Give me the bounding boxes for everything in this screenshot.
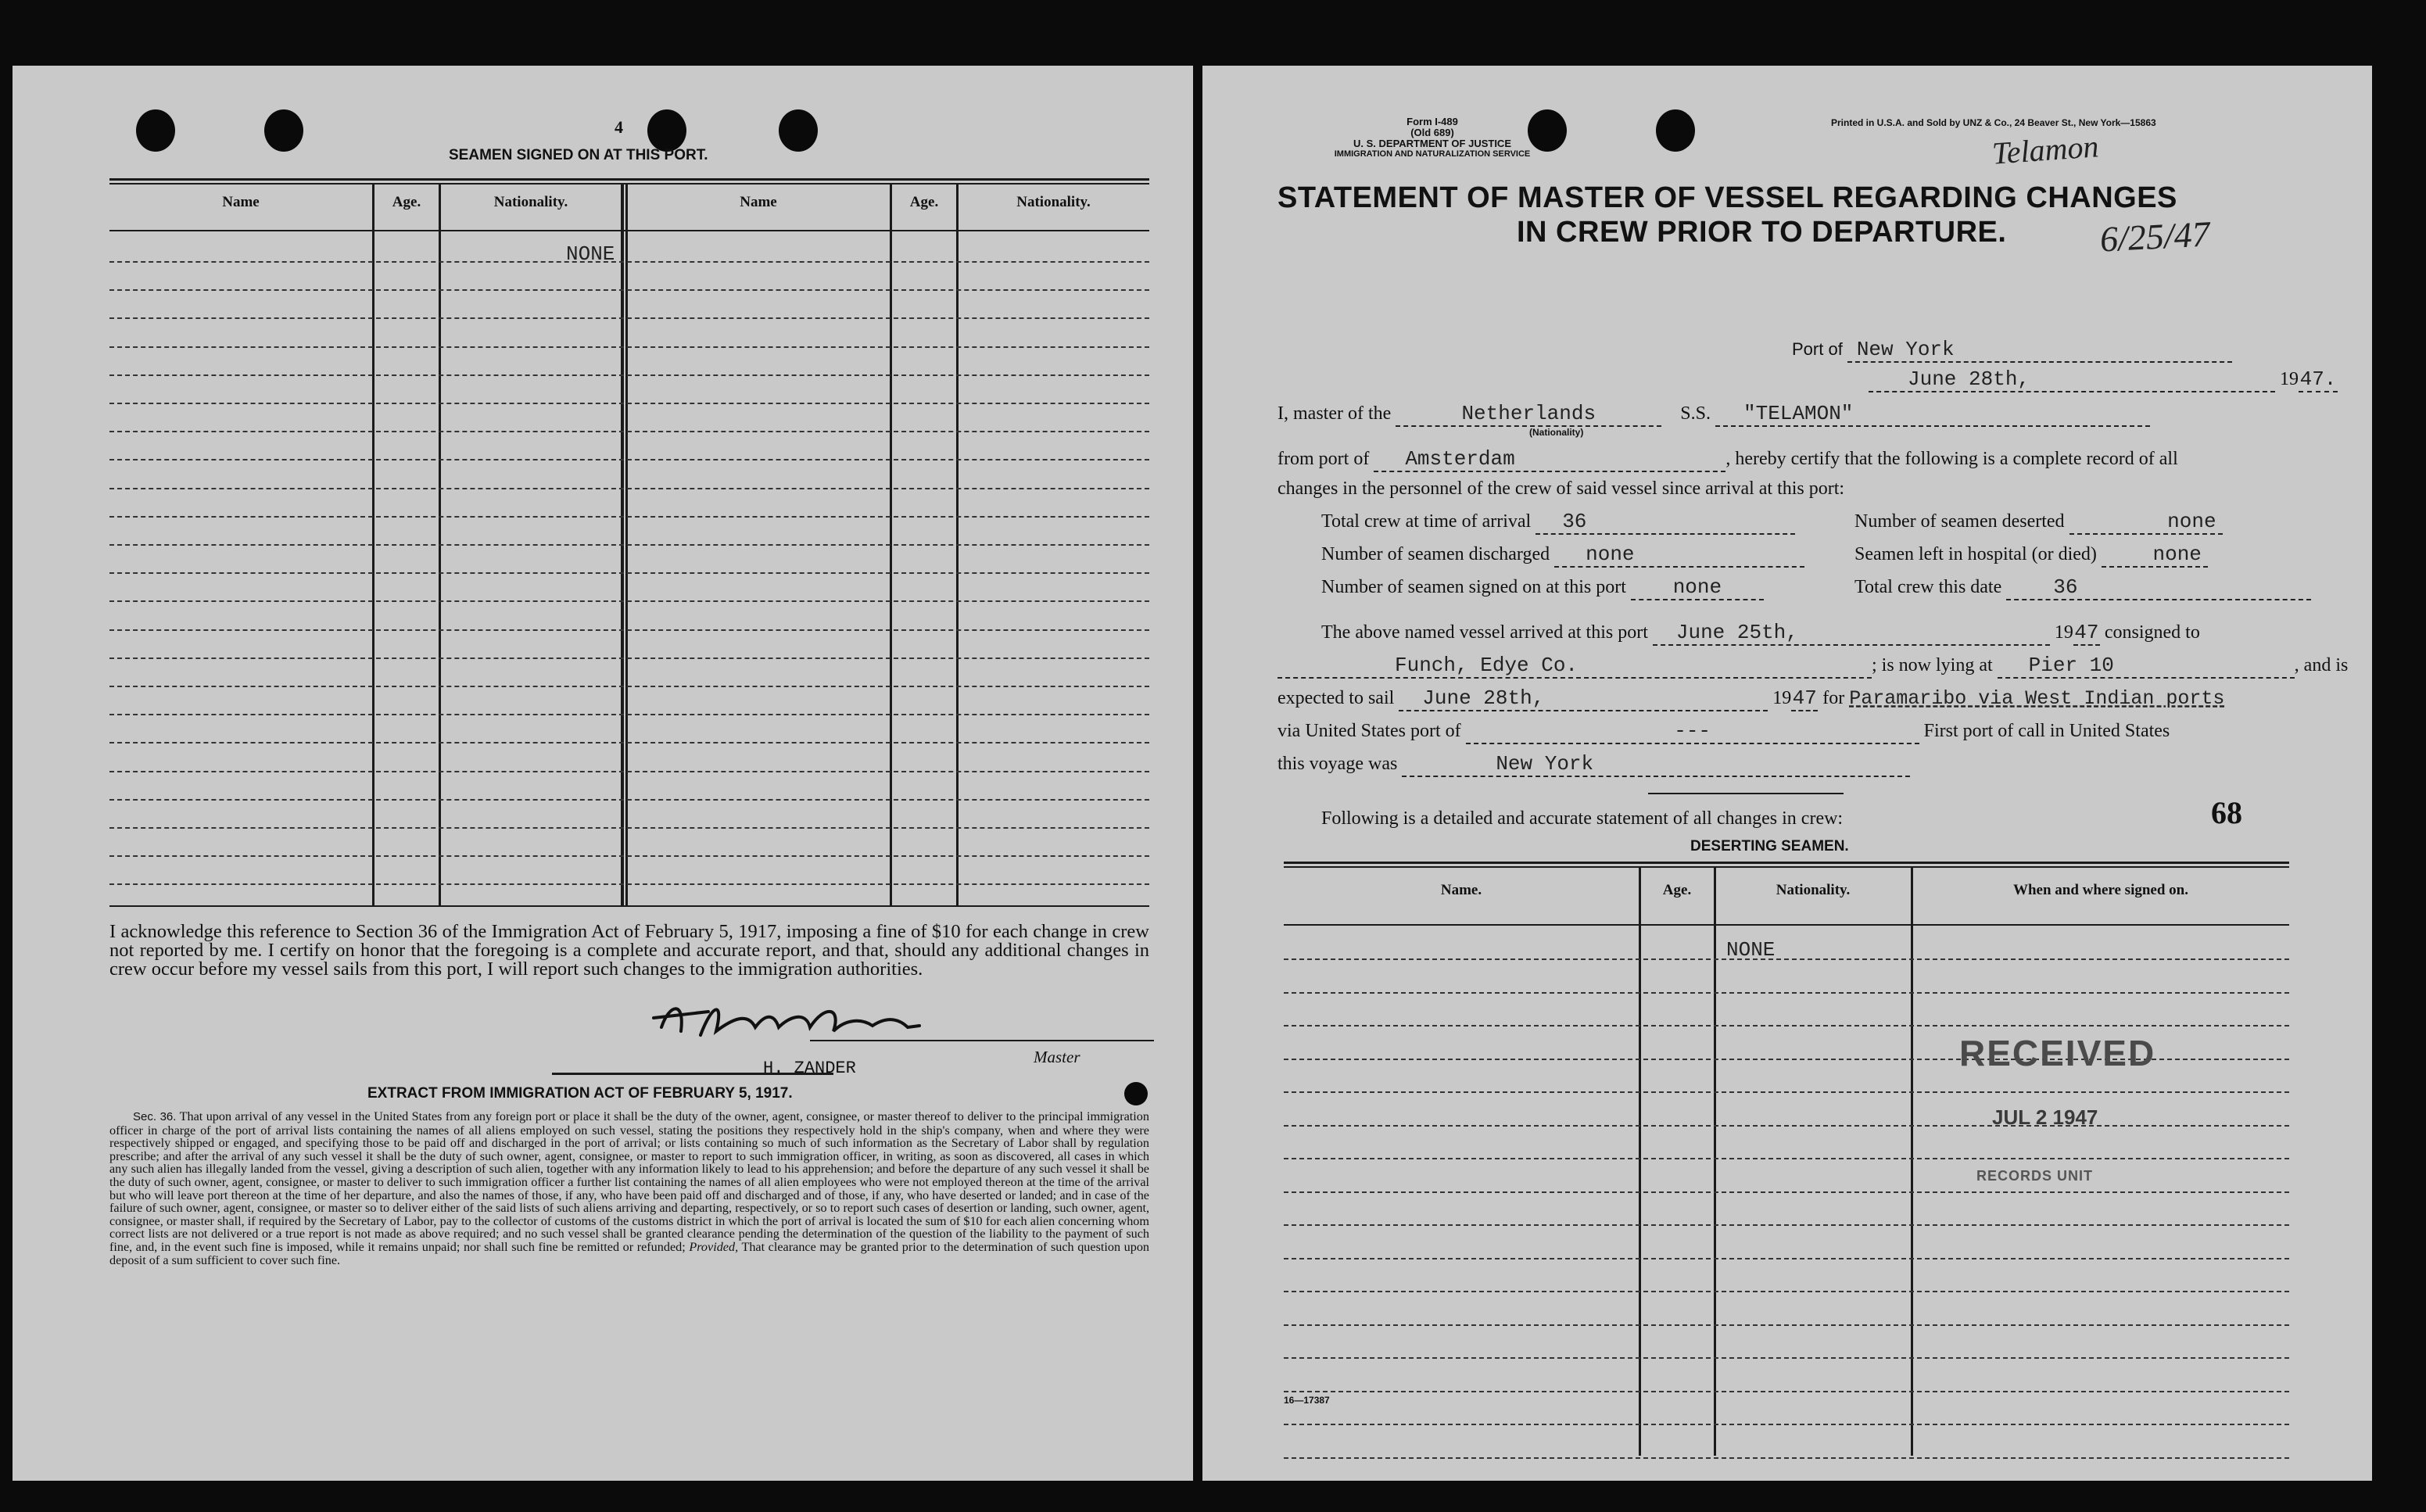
discharged-label: Number of seamen discharged — [1321, 544, 1550, 564]
arrived-label: The above named vessel arrived at this port — [1321, 622, 1648, 643]
port-field — [1792, 338, 2232, 363]
port-value: New York — [1847, 338, 2232, 363]
table-row-rule — [109, 572, 1149, 574]
table-row-rule — [109, 600, 1149, 602]
total-arrival-label: Total crew at time of arrival — [1321, 511, 1532, 532]
printer-line: Printed in U.S.A. and Sold by UNZ & Co., 24 Beaver St., New York—15863 — [1831, 117, 2156, 128]
signature-line — [810, 1040, 1154, 1041]
table-row-rule — [1284, 992, 2289, 994]
sail-year-prefix: 19 — [1772, 688, 1792, 708]
table-row-rule — [109, 771, 1149, 772]
column-header-nationality: Nationality. — [493, 194, 568, 210]
punch-hole — [1656, 109, 1695, 152]
deserted-field — [1854, 510, 2223, 535]
table-row-rule — [1284, 1457, 2289, 1459]
page-number: 4 — [615, 117, 623, 137]
table-row-rule — [1284, 1391, 2289, 1392]
ss-label: S.S. — [1680, 403, 1711, 424]
punch-hole — [647, 109, 686, 152]
service: IMMIGRATION AND NATURALIZATION SERVICE — [1334, 149, 1531, 159]
page-stamp: 68 — [2211, 795, 2242, 830]
total-date-label: Total crew this date — [1854, 577, 2002, 597]
sail-year-value: 47 — [1792, 686, 1817, 710]
column-header-age: Age. — [909, 194, 939, 210]
sail-label: expected to sail — [1278, 688, 1395, 708]
table-row-rule — [109, 544, 1149, 546]
table-row-rule — [109, 289, 1149, 291]
column-header-nationality: Nationality. — [1776, 882, 1851, 898]
table-row-rule — [1284, 1091, 2289, 1093]
column-divider — [1714, 866, 1716, 1456]
form-title-line1: STATEMENT OF MASTER OF VESSEL REGARDING CHANGES — [1278, 181, 2177, 214]
proviso-body: That clearance may be granted prior to the determination of such question upon deposit of a sum sufficient to cover such fine. — [109, 1239, 1150, 1267]
punch-hole — [779, 109, 818, 152]
statute-text — [109, 1110, 1149, 1267]
right-page — [1202, 66, 2372, 1481]
table-entry: NONE — [1726, 938, 1776, 962]
hospital-label: Seamen left in hospital (or died) — [1854, 544, 2097, 564]
signed-on-value: none — [1631, 575, 1764, 600]
consigned-label: consigned to — [2104, 622, 2200, 643]
hospital-value: none — [2102, 543, 2208, 568]
vessel-value: "TELAMON" — [1715, 402, 2150, 427]
year-value: 47. — [2299, 367, 2337, 391]
form-old-number: (Old 689) — [1410, 127, 1454, 138]
footer-code: 16—17387 — [1284, 1395, 1330, 1406]
signed-on-field — [1321, 575, 1764, 600]
table-row-rule — [109, 827, 1149, 829]
from-port-label: from port of — [1278, 449, 1370, 469]
table-row-rule — [109, 855, 1149, 857]
column-header-name: Name. — [1440, 882, 1482, 898]
port-label: Port of — [1792, 339, 1843, 359]
table-top-rule — [109, 178, 1149, 181]
punch-hole — [1124, 1082, 1148, 1105]
via-label: via United States port of — [1278, 721, 1461, 741]
nationality-value: Netherlands — [1396, 402, 1661, 427]
master-label: Master — [1034, 1048, 1080, 1066]
column-header-signed-on: When and where signed on. — [2012, 882, 2188, 898]
table-row-rule — [109, 629, 1149, 631]
signed-on-label: Number of seamen signed on at this port — [1321, 577, 1626, 597]
table-row-rule — [1284, 1357, 2289, 1359]
table-row-rule — [1284, 958, 2289, 960]
section-label: Sec. 36. — [133, 1110, 177, 1123]
acknowledgement-text: I acknowledge this reference to Section 36 of the Immigration Act of February 5, 1917, imposing a fine of $10 for each change in crew not reported by me. I certify on honor that the foregoing is a complete and accurate report, and that, should any additional changes in crew occur before my vessel sails from this port, I will report such changes to the immigration authorities. — [109, 921, 1149, 980]
pier-value: Pier 10 — [1998, 654, 2295, 679]
table-row-rule — [109, 742, 1149, 743]
section-body: That upon arrival of any vessel in the United States from any foreign port or place it shall be the duty of the owner, agent, consignee, or master thereof to deliver to the principal immigration officer in charge of the port of arrival lists containing the names of all aliens employed on such vessel, stating the positions they respectively hold in the ship's company, when and where they were respectively shipped or engaged, and specifying those to be paid off and discharged in the port of arrival; or lists containing so much of such information as the Secretary of Labor shall by regulation prescribe; and after the arrival of any such vessel it shall be the duty of such owner, agent, consignee, or master to report to such immigration officer, in writing, as soon as discovered, all cases in which any such alien has illegally landed from the vessel, giving a description of such alien, together with any information likely to lead to his apprehension; and before the departure of any such vessel it shall be the duty of such owner, agent, consignee, or master to deliver to such immigration officer a further list containing the names of all alien employees who were not employed thereon at the time of the arrival but who will leave port thereon at the time of her departure, and also the names of those, if any, who have been paid off and discharged and of those, if any, who have deserted or landed; and in case of the failure of such owner, agent, consignee, or master so to deliver either of the said lists of such aliens arriving and departing, respectively, or so to report such cases of desertion or landing, such owner, agent, consignee, or master shall, if required by the Secretary of Labor, pay to the collector of customs of the customs district in which the port of arrival is located the sum of $10 for each alien concerning whom correct lists are not delivered or a true report is not made as above required; and no such vessel shall be granted clearance pending the determination of the question of the liability to the payment of such fine, and, in the event such fine is imposed, while it remains unpaid; nor shall such fine be remitted or refunded; — [109, 1109, 1149, 1254]
typed-signature: H. ZANDER — [763, 1059, 856, 1078]
nationality-caption: (Nationality) — [1529, 427, 1584, 438]
voyage-label: this voyage was — [1278, 754, 1398, 774]
deserted-label: Number of seamen deserted — [1854, 511, 2065, 532]
table-row-rule — [109, 261, 1149, 263]
arrived-year-value: 47 — [2074, 621, 2099, 644]
table-row-rule — [1284, 1191, 2289, 1193]
total-arrival-field — [1321, 510, 1795, 535]
master-signature — [638, 988, 1076, 1051]
consignee-field — [1278, 654, 2348, 679]
table-row-rule — [109, 403, 1149, 404]
total-date-field — [1854, 575, 2311, 600]
form-number: Form I-489 — [1407, 116, 1458, 127]
table-bottom-rule — [109, 905, 1149, 907]
table-top-rule — [1284, 866, 2289, 868]
table-row-rule — [109, 714, 1149, 715]
punch-hole — [136, 109, 175, 152]
table-row-rule — [1284, 1224, 2289, 1226]
table-row-rule — [109, 346, 1149, 348]
section-heading: SEAMEN SIGNED ON AT THIS PORT. — [449, 147, 708, 163]
arrived-field — [1321, 621, 2200, 646]
table-top-rule — [109, 183, 1149, 185]
discharged-value: none — [1554, 543, 1804, 568]
sail-value: June 28th, — [1399, 686, 1768, 711]
arrived-year-prefix: 19 — [2054, 622, 2073, 643]
date-field — [1869, 367, 2338, 392]
table-row-rule — [109, 459, 1149, 460]
column-header-age: Age. — [1662, 882, 1692, 898]
year-prefix: 19 — [2280, 369, 2299, 389]
hospital-field — [1854, 543, 2208, 568]
table-row-rule — [1284, 1025, 2289, 1027]
column-divider — [1639, 866, 1641, 1456]
destination-value: Paramaribo via West Indian ports — [1849, 687, 2225, 710]
table-row-rule — [1284, 1158, 2289, 1159]
following-text: Following is a detailed and accurate statement of all changes in crew: — [1321, 808, 1844, 829]
from-port-value: Amsterdam — [1374, 447, 1725, 472]
via-value: --- — [1466, 719, 1919, 744]
from-port-field — [1278, 447, 2178, 472]
proviso-label: Provided, — [689, 1239, 739, 1254]
column-header-age: Age. — [392, 194, 421, 210]
table-row-rule — [109, 799, 1149, 801]
for-label: for — [1822, 688, 1845, 708]
vessel-field — [1278, 402, 2150, 427]
table-row-rule — [109, 431, 1149, 432]
table-row-rule — [109, 516, 1149, 518]
voyage-value: New York — [1402, 752, 1910, 777]
handwritten-vessel: Telamon — [1991, 128, 2100, 171]
short-rule — [1648, 793, 1844, 794]
arrived-value: June 25th, — [1653, 621, 2050, 646]
and-is-label: , and is — [2294, 655, 2349, 675]
table-row-rule — [109, 883, 1149, 885]
lying-label: ; is now lying at — [1872, 655, 1993, 675]
punch-hole — [264, 109, 303, 152]
extract-title: EXTRACT FROM IMMIGRATION ACT OF FEBRUARY 5, 1917. — [367, 1085, 793, 1102]
table-row-rule — [109, 657, 1149, 659]
voyage-field — [1278, 752, 1910, 777]
table-header-rule — [1284, 924, 2289, 926]
total-date-value: 36 — [2006, 575, 2311, 600]
discharged-field — [1321, 543, 1804, 568]
consignee-value: Funch, Edye Co. — [1278, 654, 1872, 679]
table-row-rule — [1284, 1291, 2289, 1292]
table-entry: NONE — [566, 242, 615, 266]
table-row-rule — [1284, 1258, 2289, 1259]
deserting-heading: DESERTING SEAMEN. — [1690, 838, 1849, 855]
column-header-name: Name — [222, 194, 260, 210]
via-field — [1278, 719, 2170, 744]
date-value: June 28th, — [1869, 367, 2275, 392]
changes-text: changes in the personnel of the crew of said vessel since arrival at this port: — [1278, 478, 1845, 499]
certify-text: , hereby certify that the following is a complete record of all — [1725, 449, 2178, 469]
form-title-line2: IN CREW PRIOR TO DEPARTURE. — [1517, 216, 2007, 249]
received-stamp: RECEIVED — [1959, 1033, 2156, 1073]
table-top-rule — [1284, 862, 2289, 864]
table-row-rule — [109, 317, 1149, 319]
table-row-rule — [1284, 1324, 2289, 1326]
table-header-rule — [109, 230, 1149, 231]
table-row-rule — [109, 488, 1149, 489]
received-stamp-unit: RECORDS UNIT — [1976, 1168, 2094, 1184]
table-row-rule — [1284, 1424, 2289, 1425]
received-stamp-date: JUL 2 1947 — [1992, 1105, 2098, 1129]
handwritten-date: 6/25/47 — [2098, 213, 2211, 260]
column-header-name: Name — [740, 194, 777, 210]
deserted-value: none — [2069, 510, 2223, 535]
left-page — [13, 66, 1193, 1481]
column-header-nationality: Nationality. — [1016, 194, 1091, 210]
total-arrival-value: 36 — [1536, 510, 1795, 535]
first-port-label: First port of call in United States — [1923, 721, 2170, 741]
table-row-rule — [109, 374, 1149, 376]
table-row-rule — [109, 686, 1149, 687]
sail-field — [1278, 686, 2224, 711]
department: U. S. DEPARTMENT OF JUSTICE — [1353, 138, 1511, 149]
table-row-rule — [1284, 1125, 2289, 1127]
master-of-label: I, master of the — [1278, 403, 1392, 424]
column-divider — [1911, 866, 1913, 1456]
